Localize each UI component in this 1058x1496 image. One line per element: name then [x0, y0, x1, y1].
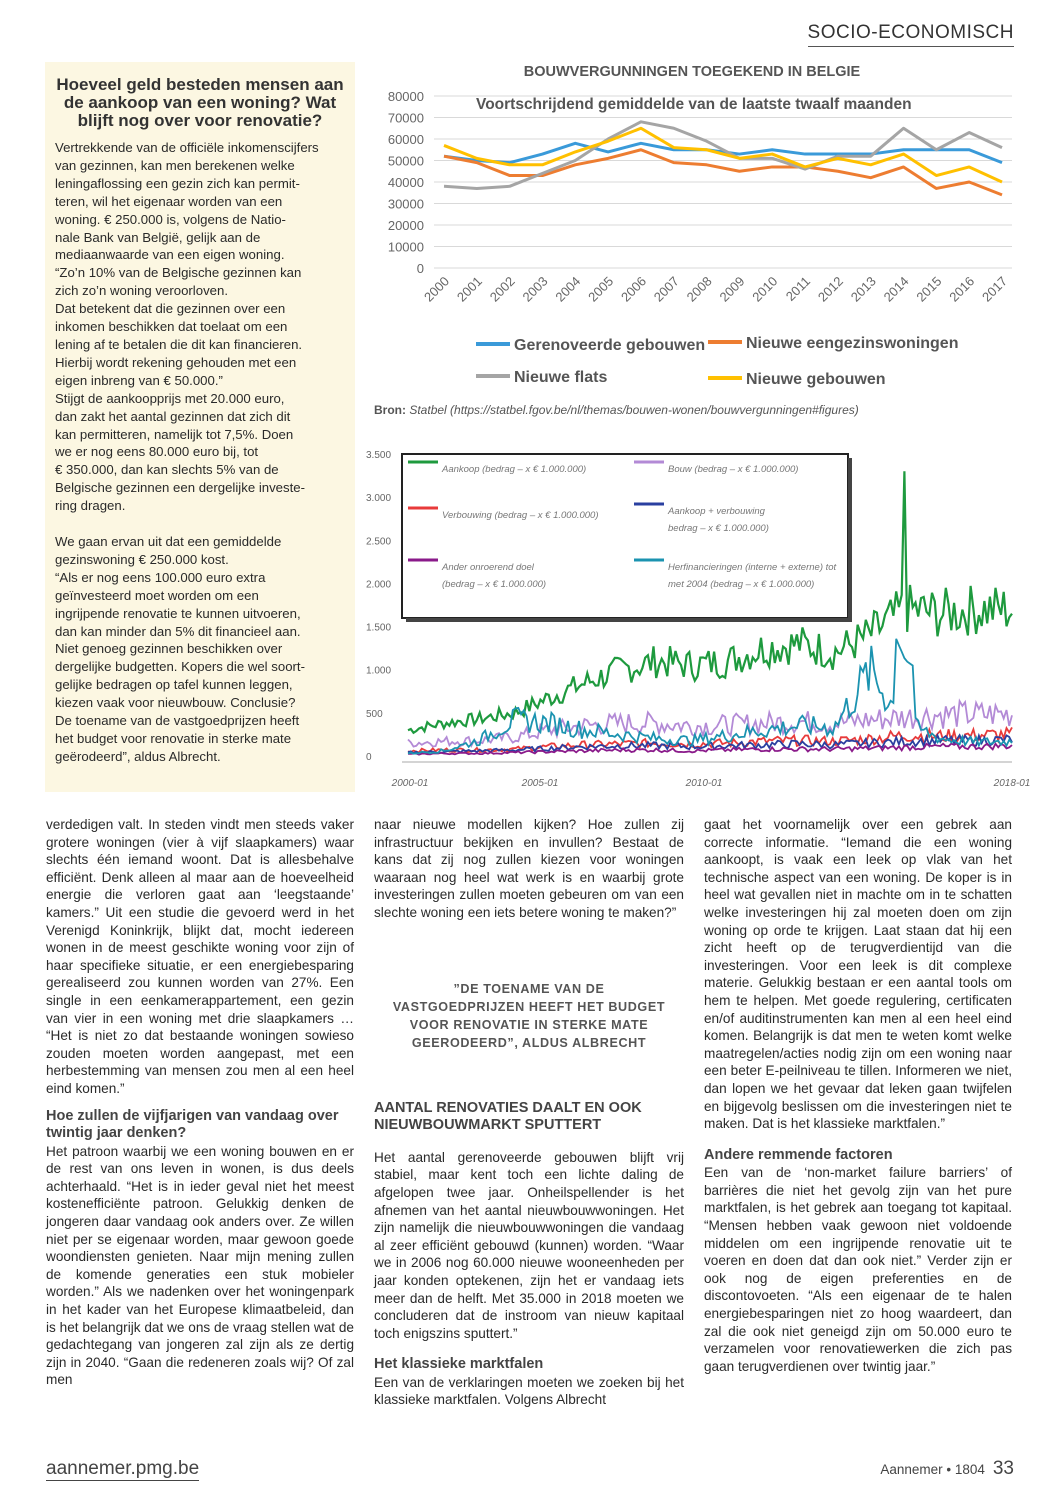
x-tick-label: 2010	[749, 273, 781, 305]
x-tick-label: 2001	[453, 273, 485, 305]
col3-paragraph-2: Een van de ‘non-market failure barriers’ of barrières die niet het gevolg zijn van het pure marktfalen, is het gebrek aan toegang tot kapitaal. “Mensen hebben vaak gewoon niet voldoende middelen om een ingrijpende renovatie uit te voeren en doen dat dan ook niet.” Verder zijn er ook nog de eigen preferenties en de discontovoeten. “Als een eigenaar de te halen energiebesparingen niet zo hoog waardeert, dan zal die ook niet geneigd zijn om 50.000 euro te verzamelen voor renovatiewerken die zich pas gaan terugverdienen over twintig jaar.”	[704, 1165, 1012, 1374]
y-tick-label: 70000	[387, 110, 424, 126]
x-tick-label: 2000-01	[391, 778, 429, 789]
x-tick-label: 2012	[814, 273, 847, 305]
source-label: Bron:	[374, 403, 406, 417]
x-tick-label: 2007	[650, 273, 682, 305]
y-tick-label: 20000	[387, 218, 424, 233]
legend-label: Nieuwe flats	[514, 369, 608, 386]
footer-site-link[interactable]: aannemer.pmg.be	[46, 1458, 200, 1479]
chart1-title: BOUWVERGUNNINGEN TOEGEKEND IN BELGIE	[523, 64, 861, 80]
legend-label-cont: (bedrag – x € 1.000.000)	[442, 579, 547, 590]
x-tick-label: 2008	[683, 273, 715, 305]
y-tick-label: 1.500	[366, 622, 392, 634]
legend-label: Verbouwing (bedrag – x € 1.000.000)	[442, 510, 599, 521]
legend-label-cont: bedrag – x € 1.000.000)	[668, 523, 769, 534]
col2-paragraph-1: naar nieuwe modellen kijken? Hoe zullen zij infrastructuur bekijken en invullen? Bestaat de kans dat zij nog zullen kiezen voor woningen waaraan nog heel wat werk is en waarbij grote investeringen zullen moeten gebeuren om van een slechte woning een iets betere woning te maken?”	[374, 817, 684, 920]
y-tick-label: 3.500	[366, 450, 392, 461]
y-tick-label: 80000	[387, 89, 424, 104]
y-tick-label: 50000	[387, 153, 424, 169]
x-tick-label: 2014	[880, 273, 912, 305]
x-tick-label: 2003	[519, 273, 551, 305]
legend-shadow	[406, 618, 852, 622]
x-tick-label: 2004	[552, 273, 584, 305]
legend-shadow	[848, 458, 852, 622]
column-1	[46, 816, 354, 1389]
chart-source	[374, 403, 859, 417]
legend-label: Bouw (bedrag – x € 1.000.000)	[668, 464, 799, 475]
sidebar-box	[45, 62, 355, 792]
x-tick-label: 2017	[979, 273, 1011, 305]
pull-quote: ”DE TOENAME VAN DE VASTGOEDPRIJZEN HEEFT HET BUDGET VOOR RENOVATIE IN STERKE MATE GEERODEERD”, ALDUS ALBRECHT	[392, 981, 666, 1050]
legend-label: Aankoop + verbouwing	[668, 506, 765, 517]
col3-heading-1: Andere remmende factoren	[704, 1146, 893, 1163]
y-tick-label: 60000	[387, 132, 424, 147]
col2-paragraph-2: Het aantal gerenoveerde gebouwen blijft vrij stabiel, maar kent toch een lichte daling de afgelopen twee jaar. Onheilspellender is het afnemen van het aantal nieuwbouwwoningen. Het zijn namelijk die nieuwbouwwoningen die vandaag al zeer efficiënt gebouwd (kunnen) worden. “Waar we in 2006 nog 60.000 nieuwe wooneenheden per jaar konden optekenen, zijn het er vandaag iets meer dan de helft. Met 35.000 in 2018 moeten we concluderen dat de instroom van nieuw kapitaal toch enigszins sputtert.”	[374, 1149, 684, 1341]
x-tick-label: 2005-01	[521, 778, 559, 789]
x-tick-label: 2006	[618, 273, 650, 305]
column-3	[704, 816, 1012, 1375]
legend-label: Nieuwe gebouwen	[746, 371, 886, 388]
chart1-subtitle: Voortschrijdend gemiddelde van de laatste twaalf maanden	[476, 96, 912, 113]
y-tick-label: 2.500	[366, 536, 392, 548]
x-tick-label: 2015	[913, 273, 945, 305]
y-tick-label: 0	[366, 752, 372, 763]
y-tick-label: 3.000	[366, 493, 392, 505]
footer-issue	[880, 1458, 1014, 1480]
legend-label: Aankoop (bedrag – x € 1.000.000)	[442, 464, 587, 475]
legend-label: Herfinancieringen (interne + externe) tot	[668, 562, 837, 573]
col1-heading-1: Hoe zullen de vijfjarigen van vandaag over twintig jaar denken?	[46, 1107, 339, 1142]
sidebar-paragraph-2: We gaan ervan uit dat een gemiddelde gezinswoning € 250.000 kost. “Als er nog eens 100.000 euro extra geïnvesteerd moet worden om een ingrijpende renovatie te kunnen uitvoeren, dan kan minder dan 5% dit financieel aan. Niet genoeg gezinnen beschikken over dergelijke budgetten. Kopers die wel soort- gelijke bedragen op tafel kunnen leggen, kiezen vaak voor nieuwbouw. Conclusie? De toename van de vastgoedprijzen heeft het budget voor renovatie in sterke mate geërodeerd”, aldus Albrecht.	[55, 534, 305, 764]
legend-label-cont: met 2004 (bedrag – x € 1.000.000)	[668, 579, 815, 590]
y-tick-label: 1.000	[366, 665, 392, 677]
page-number: 33	[992, 1458, 1014, 1479]
y-tick-label: 0	[416, 261, 424, 276]
x-tick-label: 2010-01	[685, 778, 723, 789]
sidebar-paragraph-1: Vertrekkende van de officiële inkomenscijfers van gezinnen, kan men berekenen welke leningaflossing een gezin zich kan permit- teren, wil het eigenaar worden van een woning. € 250.000 is, volgens de Natio- nale Bank van België, gelijk aan de mediaanwaarde van een eigen woning. “Zo’n 10% van de Belgische gezinnen kan zich zo’n woning veroorloven. Dat betekent dat die gezinnen over een inkomen beschikken dat toelaat om een lening af te betalen die dit kan financieren. Hierbij wordt rekening gehouden met een eigen inbreng van € 50.000.” Stijgt de aankoopprijs met 20.000 euro, dan zakt het aantal gezinnen dat zich dit kan permitteren, namelijk tot 7,5%. Doen we er nog eens 80.000 euro bij, tot € 350.000, dan kan slechts 5% van de Belgische gezinnen een dergelijke investe- ring dragen.	[55, 140, 319, 514]
sidebar-title: Hoeveel geld besteden mensen aan de aankoop van een woning? Wat blijft nog over voor renovatie?	[56, 75, 344, 130]
x-tick-label: 2011	[782, 273, 814, 304]
y-tick-label: 500	[366, 708, 383, 720]
y-tick-label: 10000	[387, 239, 424, 255]
col2-heading-2: Het klassieke marktfalen	[374, 1356, 544, 1373]
y-tick-label: 30000	[387, 196, 424, 212]
footer-issue-label: Aannemer • 1804	[880, 1462, 985, 1477]
mortgage-amounts-chart	[362, 448, 1031, 794]
col2-paragraph-3: Een van de verklaringen moeten we zoeken bij het klassieke marktfalen. Volgens Albrecht	[374, 1374, 684, 1408]
x-tick-label: 2002	[486, 273, 518, 305]
column-2	[374, 816, 684, 1409]
col1-paragraph-2: Het patroon waarbij we een woning bouwen en er de rest van ons leven in wonen, is dus deels achterhaald. “Het is in ieder geval niet het meest kostenefficiënte patroon. Gelukkig denken de jongeren daar vandaag ook anders over. Ze willen niet per se eigenaar worden, maar gewoon goede woondiensten genieten. Naar mijn mening zullen de komende generaties een stuk mobieler worden.” Als we nadenken over het woningenpark in het kader van het Europese klimaatbeleid, dan is het belangrijk dat we ons de vraag stellen wat de gedachtegang van jongeren zal zijn als ze dertig zijn in 2040. “Gaan die redeneren zoals wij? Of zal men	[46, 1143, 354, 1388]
x-tick-label: 2016	[946, 273, 978, 305]
x-tick-label: 2005	[585, 273, 617, 305]
legend-label: Ander onroerend doel	[442, 562, 534, 573]
x-tick-label: 2009	[716, 273, 748, 305]
legend-label: Gerenoveerde gebouwen	[514, 337, 706, 354]
y-tick-label: 2.000	[366, 579, 392, 591]
source-text: Statbel (https://statbel.fgov.be/nl/themas/bouwen-wonen/bouwvergunningen#figures)	[409, 403, 859, 417]
section-label: SOCIO-ECONOMISCH	[808, 22, 1014, 47]
y-tick-label: 40000	[387, 175, 424, 190]
legend-box	[402, 454, 848, 618]
x-tick-label: 2000	[421, 273, 453, 305]
x-tick-label: 2013	[847, 273, 879, 305]
x-tick-label: 2018-01	[993, 778, 1031, 789]
col1-paragraph-1: verdedigen valt. In steden vindt men steeds vaker grotere woningen (vier à vijf slaapkamers) waar slechts één iemand woont. Dat is allesbehalve efficiënt. Denk alleen al maar aan de hoeveelheid energie die verloren gaat aan ‘leegstaande’ kamers.” Uit een studie die gevoerd werd in het Verenigd Koninkrijk, blijkt dat, mocht iedereen wonen in de meest geschikte woning voor zijn of haar specifieke situatie, er een energiebesparing gerealiseerd zou kunnen worden van 27%. Een single in een eenkamerappartement, een gezin van vier in een woning met drie slaapkamers … “Het is niet zo dat bestaande woningen sowieso zouden moeten worden aangepast, met een herbestemming van mensen zou men al een heel eind komen.”	[46, 817, 354, 1096]
legend-label: Nieuwe eengezinswoningen	[746, 335, 959, 352]
chart-legend	[402, 454, 852, 622]
col3-paragraph-1: gaat het voornamelijk over een gebrek aan correcte informatie. “Iemand die een woning aankoopt, is vaak een leek op vlak van het technische aspect van een woning. De koper is in heel wat gevallen niet in machte om in te schatten welke investeringen hij zal moeten doen om zijn woning op orde te krijgen. Laat staan dat hij een zicht heeft op de terugverdientijd van die investeringen. Voor een leek is dit complexe materie. Gelukkig bestaan er een aantal tools om hem te helpen. Met goede regulering, certificaten en/of auditinstrumenten kan men al een heel eind komen. Belangrijk is dat men te weten komt welke maatregelen/acties nodig zijn om een woning naar een beter E-peilniveau te tillen. Informeren we niet, dan lopen we het gevaar dat leken gaan twijfelen en bijgevolg beslissen om die investeringen niet te maken. Dat is het klassieke marktfalen.”	[704, 817, 1012, 1132]
col2-heading-1: AANTAL RENOVATIES DAALT EN OOK NIEUWBOUWMARKT SPUTTERT	[374, 1099, 642, 1134]
building-permits-chart	[372, 84, 1032, 400]
